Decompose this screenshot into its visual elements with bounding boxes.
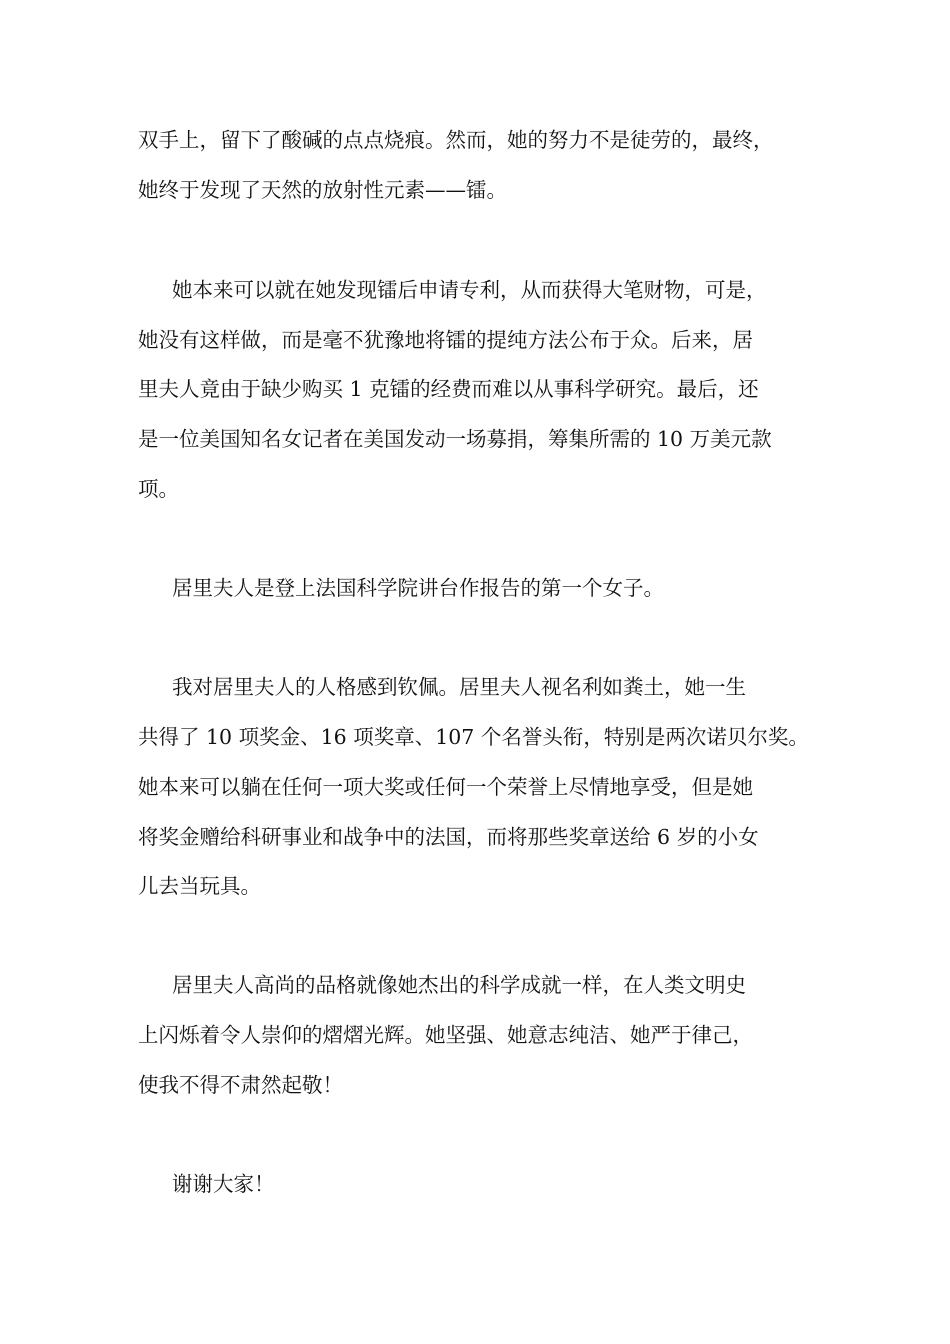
text-line: 她本来可以躺在任何一项大奖或任何一个荣誉上尽情地享受，但是她 bbox=[138, 775, 753, 799]
text-line: 我对居里夫人的人格感到钦佩。居里夫人视名利如粪土，她一生 bbox=[172, 675, 746, 699]
text-line: 将奖金赠给科研事业和战争中的法国，而将那些奖章送给 6 岁的小女 bbox=[138, 825, 759, 849]
text-line: 双手上，留下了酸碱的点点烧痕。然而，她的努力不是徒劳的，最终， bbox=[138, 128, 774, 152]
text-line: 使我不得不肃然起敬！ bbox=[138, 1073, 343, 1097]
text-line: 居里夫人高尚的品格就像她杰出的科学成就一样，在人类文明史 bbox=[172, 973, 746, 997]
text-line: 儿去当玩具。 bbox=[138, 874, 261, 898]
text-line: 是一位美国知名女记者在美国发动一场募捐，筹集所需的 10 万美元款 bbox=[138, 427, 772, 451]
text-line: 谢谢大家！ bbox=[172, 1172, 275, 1196]
text-line: 居里夫人是登上法国科学院讲台作报告的第一个女子。 bbox=[172, 576, 664, 600]
text-line: 她终于发现了天然的放射性元素——镭。 bbox=[138, 178, 507, 202]
text-line: 里夫人竟由于缺少购买 1 克镭的经费而难以从事科学研究。最后，还 bbox=[138, 377, 759, 401]
text-line: 她本来可以就在她发现镭后申请专利，从而获得大笔财物，可是， bbox=[172, 278, 767, 302]
text-line: 共得了 10 项奖金、16 项奖章、107 个名誉头衔，特别是两次诺贝尔奖。 bbox=[138, 725, 809, 749]
text-line: 她没有这样做，而是毫不犹豫地将镭的提纯方法公布于众。后来，居 bbox=[138, 328, 753, 352]
text-line: 上闪烁着令人崇仰的熠熠光辉。她坚强、她意志纯洁、她严于律己， bbox=[138, 1023, 753, 1047]
text-line: 项。 bbox=[138, 477, 179, 501]
